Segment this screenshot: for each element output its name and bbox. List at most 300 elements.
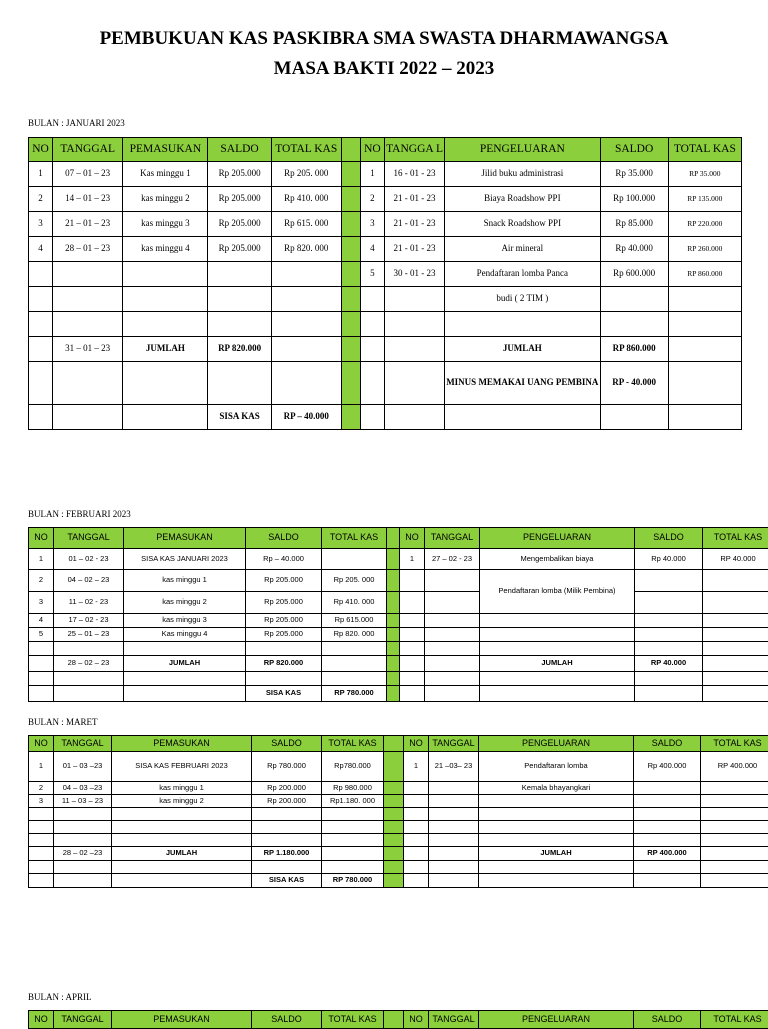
cell-pemasukan: kas minggu 1 [124,570,246,592]
cell-pemasukan: Kas minggu 1 [123,162,208,187]
empty-cell [480,686,635,702]
empty-cell [635,570,703,592]
divider-cell [384,874,404,888]
divider-cell [384,1011,404,1029]
empty-cell [404,874,429,888]
empty-cell [703,672,768,686]
header-no: NO [404,1011,429,1029]
empty-cell [29,287,53,312]
empty-cell [29,337,53,362]
empty-cell [112,821,252,834]
cell-no: 3 [29,592,54,614]
empty-cell [429,847,479,861]
empty-cell [53,362,123,405]
empty-cell [703,614,768,628]
divider-cell [384,736,404,752]
empty-cell [53,405,123,430]
empty-cell [429,808,479,821]
empty-cell [635,628,703,642]
table-row [29,312,742,337]
empty-cell [29,834,54,847]
header-saldo: SALDO [252,736,322,752]
cell-total: RP 260.000 [668,237,741,262]
header-total-kas: TOTAL KAS [701,1011,768,1029]
header-saldo: SALDO [635,528,703,549]
empty-cell [668,405,741,430]
table-row [29,614,768,628]
header-saldo: SALDO [634,736,701,752]
empty-cell [703,570,768,592]
cell-tanggal: 16 - 01 - 23 [384,162,444,187]
cell-saldo: Rp 205.000 [208,162,271,187]
cell-total: Rp 980.000 [322,782,384,795]
empty-cell [479,821,634,834]
empty-cell [271,287,341,312]
empty-cell [404,808,429,821]
empty-cell [668,362,741,405]
empty-cell [480,642,635,656]
empty-cell [53,312,123,337]
ledger-table-maret [28,735,768,888]
empty-cell [54,642,124,656]
empty-cell [634,808,701,821]
header-no: NO [400,528,425,549]
empty-cell [404,795,429,808]
empty-cell [400,672,425,686]
empty-cell [479,834,634,847]
table-row [29,808,768,821]
table-row [29,834,768,847]
empty-cell [703,686,768,702]
month-label-maret: BULAN : MARET [28,717,98,727]
empty-cell [208,362,271,405]
month-label-april: BULAN : APRIL [28,992,92,1002]
empty-cell [29,362,53,405]
empty-cell [404,782,429,795]
cell-saldo: Rp 40.000 [600,237,668,262]
cell-pemasukan: kas minggu 2 [112,795,252,808]
header-pemasukan: PEMASUKAN [112,736,252,752]
minus-value: RP - 40.000 [600,362,668,405]
month-label-januari: BULAN : JANUARI 2023 [28,118,125,128]
divider-cell [341,237,360,262]
empty-cell [252,834,322,847]
empty-cell [123,262,208,287]
table-row [29,642,768,656]
table-row [29,672,768,686]
cell-tanggal: 27 – 02 - 23 [425,549,480,570]
cell-pemasukan: SISA KAS FEBRUARI 2023 [112,752,252,782]
cell-no: 3 [29,212,53,237]
table-row [29,752,768,782]
divider-cell [384,834,404,847]
empty-cell [668,337,741,362]
empty-cell [400,592,425,614]
table-row [29,187,742,212]
cell-tanggal: 01 – 02 - 23 [54,549,124,570]
empty-cell [425,642,480,656]
divider-cell [341,287,360,312]
empty-cell [429,834,479,847]
header-tanggal: TANGGAL [429,736,479,752]
empty-cell [668,287,741,312]
income-sum: RP 1.180.000 [252,847,322,861]
empty-cell [54,686,124,702]
cell-no: 1 [404,752,429,782]
empty-cell [400,686,425,702]
cell-total: RP 40.000 [703,549,768,570]
empty-cell [271,262,341,287]
sisa-kas-label: SISA KAS [252,874,322,888]
empty-cell [112,808,252,821]
cell-pemasukan: SISA KAS JANUARI 2023 [124,549,246,570]
empty-cell [634,782,701,795]
cell-total: Rp1.180. 000 [322,795,384,808]
empty-cell [425,628,480,642]
header-tanggal: TANGGAL [54,1011,112,1029]
header-pemasukan: PEMASUKAN [112,1011,252,1029]
empty-cell [123,362,208,405]
empty-cell [404,834,429,847]
cell-total: Rp 615. 000 [271,212,341,237]
cell-tanggal: 21 - 01 - 23 [384,212,444,237]
cell-saldo: Rp 200.000 [252,782,322,795]
empty-cell [701,808,768,821]
cell-no: 2 [29,570,54,592]
empty-cell [600,312,668,337]
header-pengeluaran: PENGELUARAN [479,736,634,752]
sisa-kas-label: SISA KAS [246,686,322,702]
empty-cell [322,847,384,861]
empty-cell [635,672,703,686]
empty-cell [29,821,54,834]
cell-total: RP 135.000 [668,187,741,212]
header-no: NO [360,138,384,162]
table-row [29,237,742,262]
header-saldo: SALDO [600,138,668,162]
cell-total: Rp 410. 000 [271,187,341,212]
empty-cell [360,287,384,312]
cell-pengeluaran: Jilid buku administrasi [445,162,600,187]
empty-cell [479,795,634,808]
empty-cell [400,614,425,628]
table-row [29,570,768,592]
divider-cell [384,821,404,834]
empty-cell [252,821,322,834]
empty-cell [112,834,252,847]
expense-sum-label: JUMLAH [445,337,600,362]
sum-date: 31 – 01 – 23 [53,337,123,362]
header-total-kas: TOTAL KAS [668,138,741,162]
cell-saldo: Rp 205.000 [246,628,322,642]
sum-label: JUMLAH [112,847,252,861]
empty-cell [384,312,444,337]
empty-cell [252,861,322,874]
table-row [29,212,742,237]
header-row [29,1011,768,1029]
divider-cell [341,405,360,430]
empty-cell [54,808,112,821]
empty-cell [208,262,271,287]
cell-pemasukan: kas minggu 3 [124,614,246,628]
empty-cell [271,312,341,337]
income-sum: RP 820.000 [246,656,322,672]
cell-saldo: Rp 40.000 [635,549,703,570]
empty-cell [479,808,634,821]
cell-pengeluaran: Biaya Roadshow PPI [445,187,600,212]
document-title: PEMBUKUAN KAS PASKIBRA SMA SWASTA DHARMAWANGSA [0,28,768,50]
header-tanggal: TANGGA L [384,138,444,162]
cell-tanggal: 07 – 01 – 23 [53,162,123,187]
cell-pengeluaran: Kemala bhayangkari [479,782,634,795]
divider-cell [384,808,404,821]
empty-cell [53,262,123,287]
cell-pengeluaran: budi ( 2 TIM ) [445,287,600,312]
empty-cell [701,847,768,861]
empty-cell [29,861,54,874]
empty-cell [635,686,703,702]
cell-saldo: Rp 205.000 [246,614,322,628]
header-row [29,736,768,752]
empty-cell [425,672,480,686]
income-sum: RP 820.000 [208,337,271,362]
empty-cell [701,795,768,808]
empty-cell [54,874,112,888]
table-row [29,162,742,187]
empty-cell [124,642,246,656]
divider-cell [387,614,400,628]
header-tanggal: TANGGAL [429,1011,479,1029]
empty-cell [53,287,123,312]
divider-cell [384,752,404,782]
empty-cell [425,656,480,672]
divider-cell [341,212,360,237]
empty-cell [124,686,246,702]
empty-cell [425,592,480,614]
total-row [29,337,742,362]
empty-cell [600,287,668,312]
header-tanggal: TANGGAL [54,736,112,752]
empty-cell [600,405,668,430]
empty-cell [29,808,54,821]
sisa-kas-value: RP 780.000 [322,874,384,888]
empty-cell [400,628,425,642]
cell-saldo: Rp 400.000 [634,752,701,782]
cell-no: 4 [360,237,384,262]
divider-cell [387,528,400,549]
header-no: NO [404,736,429,752]
divider-cell [387,686,400,702]
table-row [29,592,768,614]
sum-date: 28 – 02 – 23 [54,656,124,672]
cell-total [322,549,387,570]
empty-cell [54,834,112,847]
cell-pengeluaran: Air mineral [445,237,600,262]
cell-saldo: Rp 600.000 [600,262,668,287]
header-no: NO [29,138,53,162]
empty-cell [703,642,768,656]
table-row [29,795,768,808]
header-total-kas: TOTAL KAS [271,138,341,162]
cell-total: RP 400.000 [701,752,768,782]
cell-total: RP 35.000 [668,162,741,187]
empty-cell [29,656,54,672]
cell-no: 1 [360,162,384,187]
empty-cell [480,672,635,686]
empty-cell [400,642,425,656]
empty-cell [29,874,54,888]
empty-cell [322,821,384,834]
empty-cell [29,312,53,337]
empty-cell [404,861,429,874]
cell-tanggal: 21 - 01 - 23 [384,187,444,212]
empty-cell [404,847,429,861]
cell-saldo: Rp 35.000 [600,162,668,187]
empty-cell [635,592,703,614]
table-row [29,287,742,312]
divider-cell [341,162,360,187]
empty-cell [445,405,600,430]
sum-label: JUMLAH [123,337,208,362]
empty-cell [425,686,480,702]
document-subtitle: MASA BAKTI 2022 – 2023 [0,58,768,80]
header-total-kas: TOTAL KAS [703,528,768,549]
cell-no: 1 [400,549,425,570]
empty-cell [54,821,112,834]
divider-cell [387,628,400,642]
empty-cell [445,312,600,337]
empty-cell [429,861,479,874]
header-tanggal: TANGGAL [425,528,480,549]
divider-cell [341,337,360,362]
cell-no: 5 [29,628,54,642]
empty-cell [322,861,384,874]
header-saldo: SALDO [252,1011,322,1029]
header-tanggal: TANGGAL [54,528,124,549]
sum-label: JUMLAH [124,656,246,672]
month-label-februari: BULAN : FEBRUARI 2023 [28,509,131,519]
sum-date: 28 – 02 –23 [54,847,112,861]
cell-saldo: Rp 205.000 [246,592,322,614]
cell-saldo: Rp – 40.000 [246,549,322,570]
table-row [29,861,768,874]
table-row [29,821,768,834]
empty-cell [360,405,384,430]
ledger-table-januari [28,137,742,430]
divider-cell [387,570,400,592]
header-total-kas: TOTAL KAS [322,528,387,549]
header-row [29,138,742,162]
cell-saldo: Rp 205.000 [208,212,271,237]
empty-cell [384,337,444,362]
minus-label: MINUS MEMAKAI UANG PEMBINA [445,362,600,405]
cell-total: RP 220.000 [668,212,741,237]
divider-cell [387,656,400,672]
empty-cell [668,312,741,337]
expense-sum: RP 400.000 [634,847,701,861]
divider-cell [341,262,360,287]
empty-cell [703,628,768,642]
empty-cell [429,821,479,834]
empty-cell [404,821,429,834]
empty-cell [425,570,480,592]
cell-pengeluaran: Pendaftaran lomba (Milik Pembina) [480,570,635,614]
cell-no: 1 [29,752,54,782]
empty-cell [384,287,444,312]
balance-row [29,874,768,888]
empty-cell [54,672,124,686]
empty-cell [124,672,246,686]
cell-tanggal: 30 - 01 - 23 [384,262,444,287]
empty-cell [54,861,112,874]
empty-cell [400,570,425,592]
empty-cell [400,656,425,672]
cell-no: 1 [29,162,53,187]
empty-cell [322,672,387,686]
cell-tanggal: 28 – 01 – 23 [53,237,123,262]
empty-cell [360,362,384,405]
header-no: NO [29,528,54,549]
header-saldo: SALDO [208,138,271,162]
cell-saldo: Rp 200.000 [252,795,322,808]
empty-cell [208,287,271,312]
cell-saldo: Rp 85.000 [600,212,668,237]
empty-cell [123,405,208,430]
empty-cell [322,642,387,656]
cell-pemasukan: Kas minggu 4 [124,628,246,642]
divider-cell [341,187,360,212]
divider-cell [384,847,404,861]
expense-sum-label: JUMLAH [479,847,634,861]
balance-row [29,405,742,430]
divider-cell [341,138,360,162]
header-row [29,528,768,549]
cell-no: 2 [360,187,384,212]
header-pengeluaran: PENGELUARAN [480,528,635,549]
cell-tanggal: 04 – 02 – 23 [54,570,124,592]
cell-no: 2 [29,187,53,212]
empty-cell [384,362,444,405]
cell-total: RP 860.000 [668,262,741,287]
cell-tanggal: 01 – 03 –23 [54,752,112,782]
cell-pengeluaran: Snack Roadshow PPI [445,212,600,237]
empty-cell [123,287,208,312]
empty-cell [635,642,703,656]
cell-no: 1 [29,549,54,570]
total-row [29,847,768,861]
empty-cell [322,834,384,847]
balance-row [29,686,768,702]
empty-cell [246,642,322,656]
empty-cell [29,672,54,686]
divider-cell [387,642,400,656]
header-saldo: SALDO [634,1011,701,1029]
cell-pemasukan: kas minggu 4 [123,237,208,262]
empty-cell [480,614,635,628]
table-row [29,782,768,795]
header-tanggal: TANGGAL [53,138,123,162]
empty-cell [479,861,634,874]
header-pemasukan: PEMASUKAN [123,138,208,162]
empty-cell [425,614,480,628]
cell-pemasukan: kas minggu 3 [123,212,208,237]
empty-cell [29,642,54,656]
empty-cell [701,861,768,874]
empty-cell [384,405,444,430]
header-no: NO [29,1011,54,1029]
cell-pengeluaran: Mengembalikan biaya [480,549,635,570]
cell-tanggal: 14 – 01 – 23 [53,187,123,212]
